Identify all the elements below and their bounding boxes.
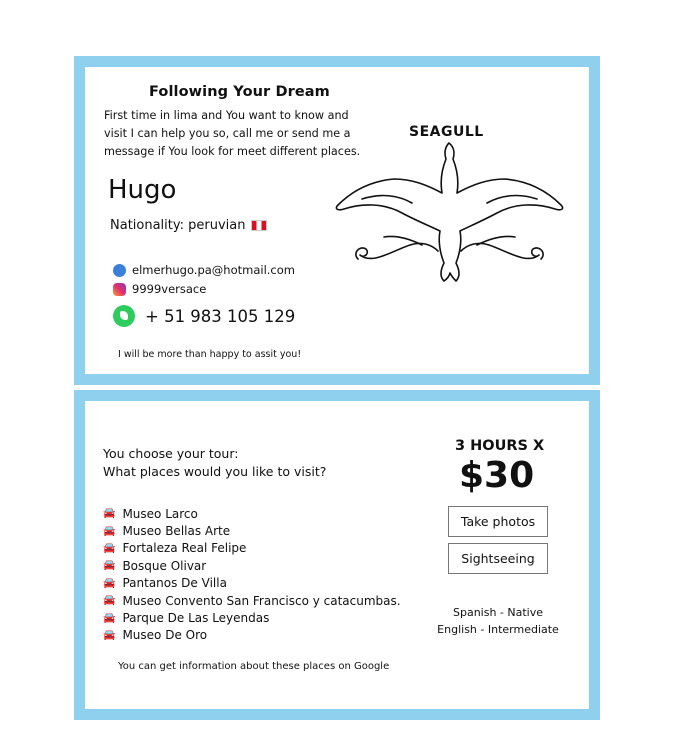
car-icon: 🚘 [103,629,116,641]
guide-name: Hugo [108,175,177,205]
phone-number[interactable]: + 51 983 105 129 [145,306,296,326]
car-icon: 🚘 [103,577,116,589]
list-item[interactable] [103,522,401,539]
email-text[interactable]: elmerhugo.pa@hotmail.com [132,263,295,277]
choose-tour-heading [103,445,363,481]
place-name: Parque De Las Leyendas [122,611,270,626]
list-item[interactable] [103,557,401,574]
instagram-handle[interactable]: 9999versace [132,282,207,296]
car-icon: 🚘 [103,560,116,572]
business-card-front [74,56,600,385]
hours-label: 3 HOURS X [455,438,545,454]
take-photos-button[interactable]: Take photos [448,506,548,537]
nationality-text: Nationality: peruvian [110,218,246,233]
place-name: Museo Larco [122,506,198,521]
language-spanish: Spanish - Native [452,606,543,619]
card-front-inner [85,67,589,374]
card-back-inner [85,401,589,709]
business-card-back [74,390,600,720]
sightseeing-button[interactable]: Sightseeing [448,543,548,574]
car-icon: 🚘 [103,542,116,554]
list-item[interactable] [103,609,401,626]
car-icon: 🚘 [103,508,116,520]
language-english: English - Intermediate [437,623,559,636]
price-label: $30 [459,455,535,496]
place-name: Fortaleza Real Felipe [122,541,247,556]
place-name: Museo Convento San Francisco y catacumbas. [122,593,401,608]
list-item[interactable] [103,505,401,522]
car-icon: 🚘 [103,595,116,607]
choose-line-2: What places would you like to visit? [103,464,327,479]
email-row[interactable] [113,263,295,277]
car-icon: 🚘 [103,612,116,624]
place-name: Pantanos De Villa [122,576,227,591]
assist-note: I will be more than happy to assit you! [118,349,302,360]
list-item[interactable] [103,540,401,557]
place-name: Museo De Oro [122,628,208,643]
place-name: Bosque Olivar [122,558,207,573]
list-item[interactable] [103,575,401,592]
list-item[interactable] [103,592,401,609]
instagram-row[interactable] [113,282,206,296]
seagull-logo-label: SEAGULL [409,124,484,140]
email-icon [113,264,126,277]
whatsapp-icon [113,305,135,327]
peru-flag-icon [251,220,267,231]
place-name: Museo Bellas Arte [122,524,231,539]
choose-line-1: You choose your tour: [103,446,239,461]
places-list [103,505,401,644]
seagull-logo-icon [332,141,567,301]
instagram-icon [113,283,126,296]
phone-row[interactable] [113,305,295,327]
nationality-line [110,218,267,233]
intro-text: First time in lima and You want to know and visit I can help you so, call me or send me a message if You look for meet different places. [104,109,361,158]
info-note: You can get information about these places on Google [118,661,390,672]
list-item[interactable] [103,627,401,644]
card-title: Following Your Dream [149,84,330,100]
car-icon: 🚘 [103,525,116,537]
